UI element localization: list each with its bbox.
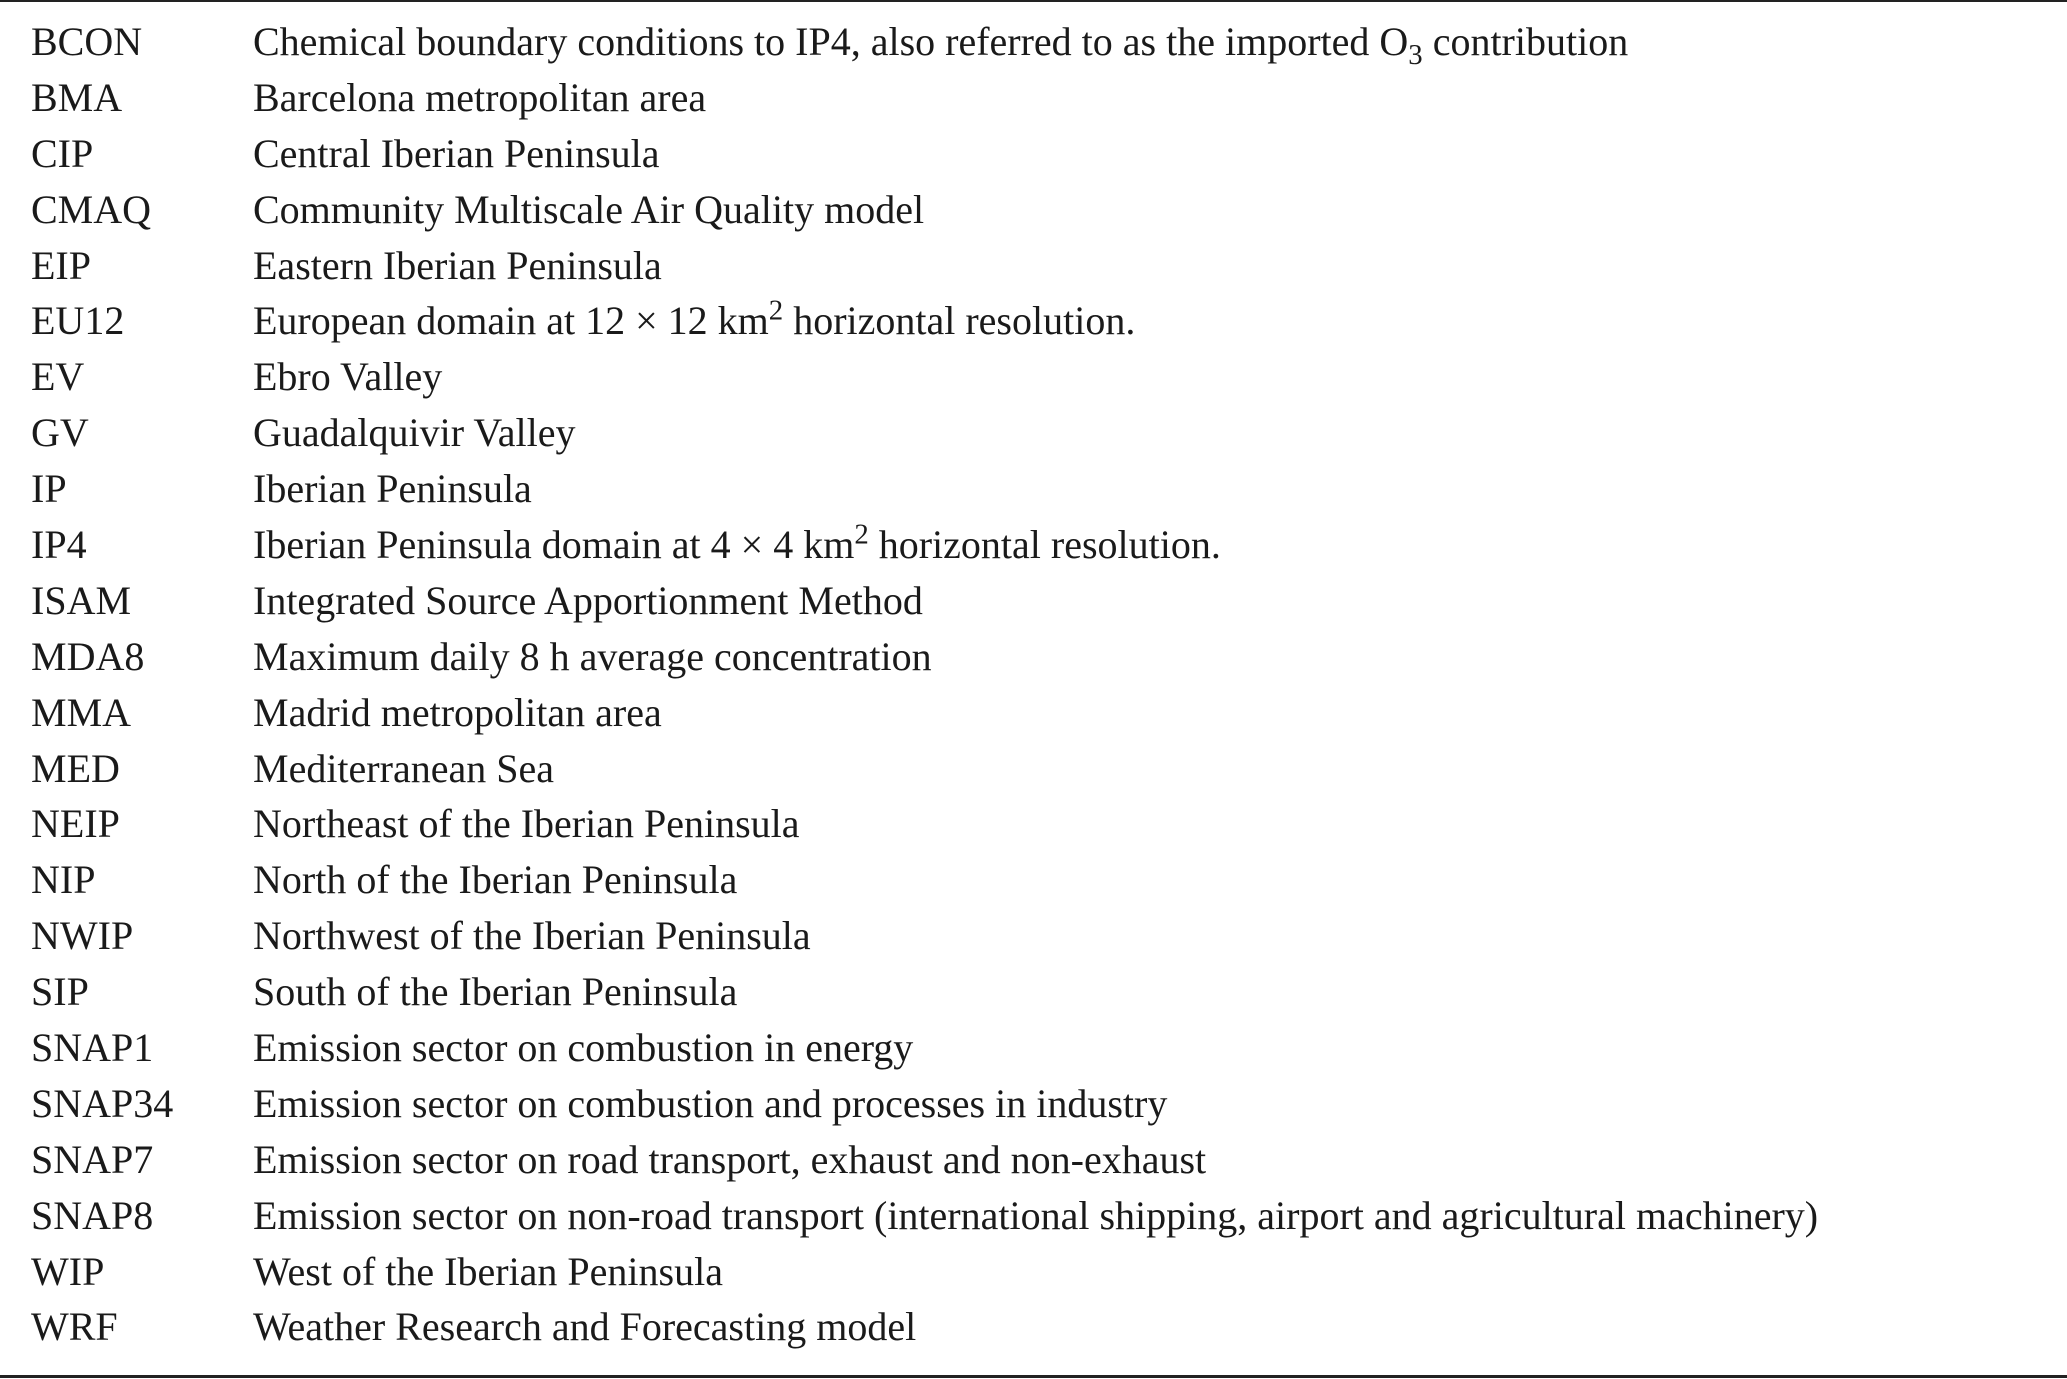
definition-cell	[253, 517, 1221, 573]
table-row	[0, 1299, 2067, 1355]
abbreviation-cell: BCON	[31, 19, 143, 64]
table-body	[0, 14, 2067, 1355]
definition-cell: Maximum daily 8 h average concentration	[253, 633, 932, 679]
table-row	[0, 70, 2067, 126]
abbreviation-cell: EV	[31, 354, 85, 400]
definition-cell: Emission sector on combustion and processes in industry	[253, 1080, 1168, 1126]
subscript: 3	[1408, 39, 1423, 71]
definition-text: horizontal resolution.	[868, 522, 1221, 568]
definition-cell: Eastern Iberian Peninsula	[253, 242, 662, 288]
abbreviation-cell: SNAP34	[31, 1080, 174, 1126]
abbreviation-cell: SNAP1	[31, 1025, 154, 1071]
definition-text: Chemical boundary conditions to IP4, also referred to as the imported O	[253, 19, 1409, 64]
table-row	[0, 517, 2067, 573]
definition-text: horizontal resolution.	[783, 298, 1136, 344]
abbreviation-cell: MMA	[31, 689, 132, 735]
abbreviation-cell: SNAP8	[31, 1192, 154, 1238]
table-row	[0, 405, 2067, 461]
definition-cell: Mediterranean Sea	[253, 745, 554, 791]
definition-cell: Community Multiscale Air Quality model	[253, 186, 925, 232]
table-row	[0, 461, 2067, 517]
definition-text: European domain at 12 × 12 km	[253, 298, 769, 344]
table-row	[0, 182, 2067, 238]
table-row	[0, 293, 2067, 349]
definition-cell	[253, 293, 1135, 349]
abbreviation-cell: MDA8	[31, 633, 145, 679]
table-row	[0, 741, 2067, 797]
table-row	[0, 629, 2067, 685]
table-top-rule	[0, 0, 2067, 2]
table-row	[0, 796, 2067, 852]
table-row	[0, 1076, 2067, 1132]
definition-cell: Northwest of the Iberian Peninsula	[253, 913, 811, 959]
abbreviation-cell: SNAP7	[31, 1136, 154, 1182]
table-row	[0, 238, 2067, 294]
abbreviation-cell: WIP	[31, 1248, 105, 1294]
definition-text: Iberian Peninsula domain at 4 × 4 km	[253, 522, 855, 568]
abbreviation-cell: EIP	[31, 242, 91, 288]
table-row	[0, 1244, 2067, 1300]
table-row	[0, 964, 2067, 1020]
definition-cell: Ebro Valley	[253, 354, 443, 400]
definition-cell: Northeast of the Iberian Peninsula	[253, 801, 800, 847]
table-row	[0, 908, 2067, 964]
definition-cell: Integrated Source Apportionment Method	[253, 577, 923, 623]
definition-cell	[253, 14, 1628, 70]
table-row	[0, 573, 2067, 629]
definition-cell: Iberian Peninsula	[253, 466, 532, 512]
table-row	[0, 1132, 2067, 1188]
table-row	[0, 685, 2067, 741]
definition-cell: Emission sector on road transport, exhaust and non-exhaust	[253, 1136, 1207, 1182]
abbreviation-cell: CMAQ	[31, 186, 152, 232]
definition-cell: West of the Iberian Peninsula	[253, 1248, 723, 1294]
abbreviation-cell: EU12	[31, 298, 125, 344]
superscript: 2	[768, 295, 784, 328]
table-row	[0, 1020, 2067, 1076]
definition-cell: South of the Iberian Peninsula	[253, 969, 738, 1015]
abbreviation-cell: IP	[31, 466, 67, 512]
abbreviation-cell: CIP	[31, 130, 94, 176]
definition-cell: Emission sector on non-road transport (international shipping, airport and agricultural machinery)	[253, 1192, 1819, 1238]
abbreviation-cell: NEIP	[31, 801, 120, 847]
definition-cell: Barcelona metropolitan area	[253, 74, 707, 120]
abbreviation-cell: BMA	[31, 74, 123, 120]
abbreviation-cell: NIP	[31, 857, 96, 903]
definition-cell: Central Iberian Peninsula	[253, 130, 660, 176]
abbreviation-cell: GV	[31, 410, 89, 456]
abbreviation-cell: WRF	[31, 1304, 118, 1350]
definition-cell: North of the Iberian Peninsula	[253, 857, 738, 903]
table-row	[0, 852, 2067, 908]
definition-cell: Weather Research and Forecasting model	[253, 1304, 917, 1350]
definition-text: contribution	[1422, 19, 1629, 64]
table-row	[0, 126, 2067, 182]
definition-cell: Guadalquivir Valley	[253, 410, 576, 456]
abbreviation-cell: ISAM	[31, 577, 132, 623]
abbreviation-cell: IP4	[31, 522, 87, 568]
table-bottom-rule	[0, 1375, 2067, 1378]
superscript: 2	[854, 518, 869, 551]
abbreviation-cell: SIP	[31, 969, 89, 1015]
abbreviation-cell: MED	[31, 745, 120, 791]
definition-cell: Emission sector on combustion in energy	[253, 1025, 914, 1071]
table-row	[0, 349, 2067, 405]
abbreviation-cell: NWIP	[31, 913, 134, 959]
definition-cell: Madrid metropolitan area	[253, 689, 662, 735]
table-row	[0, 1188, 2067, 1244]
table-row	[0, 14, 2067, 70]
